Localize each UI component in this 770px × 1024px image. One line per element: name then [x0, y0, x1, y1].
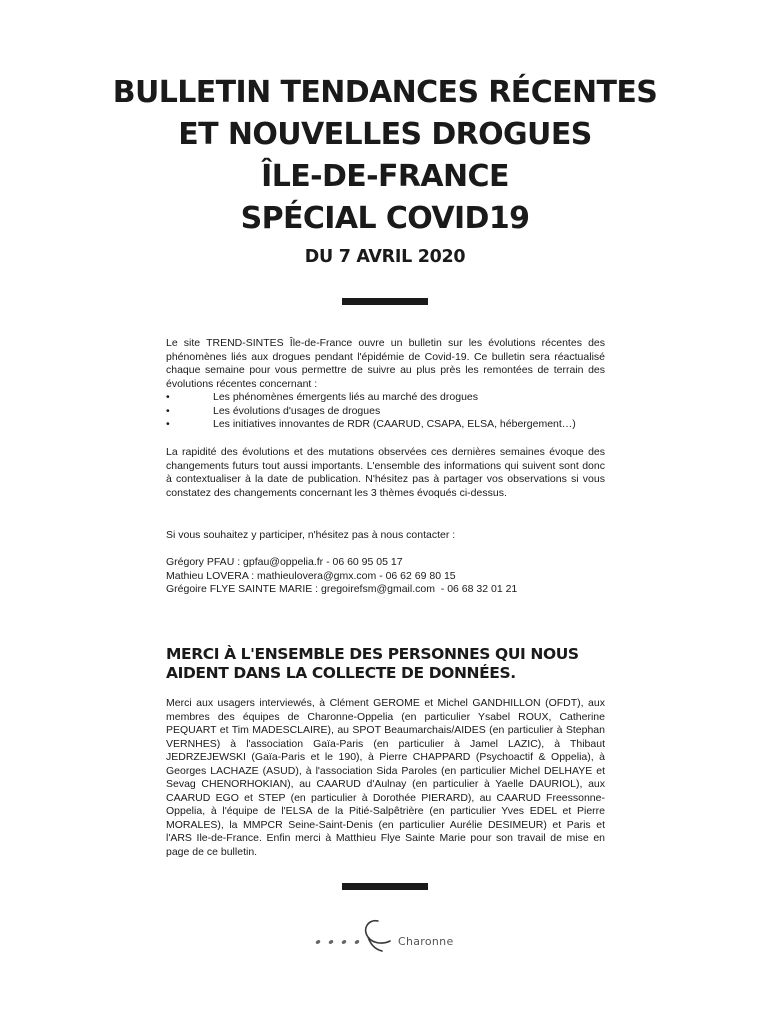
bullet-icon: • [166, 418, 170, 430]
list-item [166, 405, 605, 419]
context-section [166, 446, 605, 500]
list-item [166, 418, 605, 432]
contact-line: Mathieu LOVERA : mathieulovera@gmx.com - 06 62 69 80 15 [166, 569, 456, 582]
thanks-paragraph: Merci aux usagers interviewés, à Clément GEROME et Michel GANDHILLON (OFDT), aux membres des équipes de Charonne-Oppelia (en particulier Ysabel ROUX, Catherine PEQUART et Tim MADESCLAIRE), au SPOT Beaumarchais/AIDES (en particulier à Stephan VERNHES) à l'association Gaïa-Paris (en particulier à Jamel LAZIC), à Thibaut JEDRZEJEWSKI (Gaïa-Paris et le 190), à Pierre CHAPPARD (Psychoactif & Oppelia), à Georges LACHAZE (ASUD), à l'association Sida Paroles (en particulier Michel DELHAYE et Sevag CHENORHOKIAN), au CAARUD d'Aulnay (en particulier à Yaelle DAURIOL), aux CAARUD EGO et STEP (en particulier à Dorothée PIERARD), au CAARUD Freessonne-Oppelia, à l'équipe de l'ELSA de la Pitié-Salpêtrière (en particulier Yves EDEL et Pierre MORALES), la MMPCR Seine-Saint-Denis (en particulier Aurélie DESIMEUR) et Paris et l'ARS Ile-de-France. Enfin merci à Matthieu Flye Sainte Marie pour son travail de mise en page de ce bulletin. [166, 697, 605, 858]
charonne-logo [312, 915, 472, 955]
heading-line: MERCI À L'ENSEMBLE DES PERSONNES QUI NOUS [166, 645, 579, 663]
heading-line: AIDENT DANS LA COLLECTE DE DONNÉES. [166, 664, 516, 682]
thanks-section [166, 697, 605, 859]
invite-section [166, 529, 605, 543]
title-line: BULLETIN TENDANCES RÉCENTES [112, 75, 658, 110]
bulletin-date: DU 7 AVRIL 2020 [304, 247, 466, 267]
charonne-logo-icon [312, 915, 402, 955]
intro-paragraph: Le site TREND-SINTES Île-de-France ouvre un bulletin sur les évolutions récentes des phénomènes liés aux drogues pendant l'épidémie de Covid-19. Ce bulletin sera réactualisé chaque semaine pour vous permettre de suivre au plus près les remontées de terrain des évolutions récentes concernant : [166, 337, 605, 390]
list-item-text: Les évolutions d'usages de drogues [213, 404, 381, 417]
invite-paragraph: Si vous souhaitez y participer, n'hésitez pas à nous contacter : [166, 529, 456, 541]
divider-rule [342, 883, 428, 890]
title-line: ÎLE-DE-FRANCE [261, 159, 509, 194]
context-paragraph: La rapidité des évolutions et des mutations observées ces dernières semaines évoque des changements futurs tout aussi importants. L'ensemble des informations qui suivent sont donc à contextualiser à la date de publication. N'hésitez pas à partager vos observations si vous constatez des changements concernant les 3 thèmes évoqués ci-dessus. [166, 446, 605, 499]
bullet-icon: • [166, 391, 170, 403]
contact-line: Grégory PFAU : gpfau@oppelia.fr - 06 60 95 05 17 [166, 556, 403, 568]
list-item-text: Les phénomènes émergents liés au marché des drogues [213, 391, 478, 403]
list-item-text: Les initiatives innovantes de RDR (CAARUD, CSAPA, ELSA, hébergement…) [213, 418, 576, 430]
divider-rule [342, 298, 428, 305]
logo-wordmark: Charonne [398, 935, 454, 948]
contacts-section [166, 556, 605, 597]
bulletin-title [0, 72, 770, 240]
intro-section [166, 337, 605, 432]
bullet-icon: • [166, 404, 170, 417]
title-line: SPÉCIAL COVID19 [240, 201, 530, 236]
topics-list [166, 391, 605, 432]
title-line: ET NOUVELLES DROGUES [178, 117, 592, 152]
thanks-heading [166, 645, 616, 683]
list-item [166, 391, 605, 405]
contact-line: Grégoire FLYE SAINTE MARIE : gregoirefsm@gmail.com - 06 68 32 01 21 [166, 583, 518, 595]
